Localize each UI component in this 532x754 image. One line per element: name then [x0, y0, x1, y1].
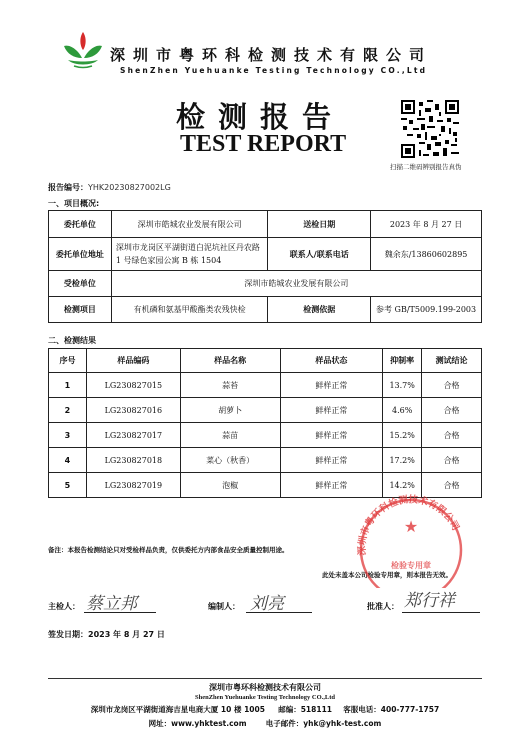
editor-label: 编制人：: [208, 602, 240, 611]
cell: 合格: [422, 373, 482, 398]
issue-date: [48, 629, 165, 640]
cell: 合格: [422, 398, 482, 423]
section2-heading: 二、检测结果: [48, 336, 96, 345]
footer-email[interactable]: yhk@yhk-test.com: [303, 719, 382, 728]
report-number-value: YHK20230827002LG: [88, 183, 171, 192]
company-logo: [60, 28, 106, 72]
editor-signature: 刘亮: [250, 594, 284, 614]
cell: 1: [49, 373, 87, 398]
cell: 4: [49, 448, 87, 473]
company-name-cn: 深圳市粤环科检测技术有限公司: [110, 46, 433, 64]
stamp-subtext: 检验专用章: [391, 561, 431, 570]
cell: 2: [49, 398, 87, 423]
results-table: [48, 348, 482, 498]
client-value: 深圳市皓城农业发展有限公司: [111, 211, 268, 238]
report-number-label: 报告编号：: [48, 183, 88, 192]
company-name-en: ShenZhen Yuehuanke Testing Technology CO.,Ltd: [120, 66, 428, 75]
remark-note: 备注：本报告检测结论只对受检样品负责，仅供委托方内部食品安全质量控制用途。: [48, 546, 289, 554]
footer-company-en: ShenZhen Yuehuanke Testing Technology CO.,Ltd: [194, 694, 336, 701]
footer-hotline: 400-777-1757: [380, 705, 440, 714]
cell: 鲜样正常: [280, 373, 383, 398]
footer-hotline-label: 客服电话：: [343, 705, 381, 714]
test-basis-label: 检测依据: [268, 297, 371, 323]
cell: 菜心（秋香）: [180, 448, 280, 473]
footer-divider: [48, 678, 482, 679]
cell: 14.2%: [383, 473, 422, 498]
official-stamp: [347, 492, 475, 588]
test-item-value: 有机磷和氨基甲酸酯类农残快检: [111, 297, 268, 323]
cell: LG230827019: [86, 473, 180, 498]
cell: 胡萝卜: [180, 398, 280, 423]
table-row: [49, 423, 482, 448]
issue-date-value: 2023 年 8 月 27 日: [88, 630, 165, 639]
cell: LG230827018: [86, 448, 180, 473]
footer-company-cn: 深圳市粤环科检测技术有限公司: [209, 683, 321, 692]
client-label: 委托单位: [49, 211, 112, 238]
col-header: 测试结论: [422, 349, 482, 373]
cell: LG230827015: [86, 373, 180, 398]
cell: 蒜苔: [180, 373, 280, 398]
col-header: 样品状态: [280, 349, 383, 373]
cell: 鲜样正常: [280, 423, 383, 448]
table-row: [49, 448, 482, 473]
cell: LG230827016: [86, 398, 180, 423]
test-basis-value: 参考 GB/T5009.199-2003: [371, 297, 482, 323]
test-item-label: 检测项目: [49, 297, 112, 323]
footer-zip: 518111: [300, 705, 333, 714]
col-header: 序号: [49, 349, 87, 373]
stamp-text: 深圳市粤环科检测技术有限公司: [356, 494, 461, 556]
inspected-unit-value: 深圳市皓城农业发展有限公司: [111, 271, 481, 297]
report-title-en: TEST REPORT: [180, 131, 347, 157]
approver-line: [402, 612, 480, 613]
cell: 17.2%: [383, 448, 422, 473]
footer-web-label: 网址：: [148, 719, 172, 728]
qr-caption: 扫描二维码辨别报告真伪: [390, 163, 462, 171]
project-overview-table: [48, 210, 482, 323]
approver-label: 批准人：: [367, 602, 399, 611]
inspector-line: [84, 612, 156, 613]
svg-text:★: ★: [403, 517, 419, 536]
cell: 合格: [422, 423, 482, 448]
cell: 蒜苗: [180, 423, 280, 448]
date-value: 2023 年 8 月 27 日: [371, 211, 482, 238]
results-header-row: [49, 349, 482, 373]
cell: 5: [49, 473, 87, 498]
editor-line: [246, 612, 312, 613]
contact-label: 联系人/联系电话: [268, 238, 371, 271]
footer-address: 深圳市龙岗区平湖街道海吉星电商大厦 10 楼 1005: [90, 705, 265, 714]
footer-zip-label: 邮编：: [278, 705, 301, 714]
col-header: 样品名称: [180, 349, 280, 373]
invalid-note: 此处未盖本公司检验专用章，则本报告无效。: [322, 571, 452, 579]
col-header: 抑制率: [383, 349, 422, 373]
cell: 鲜样正常: [280, 473, 383, 498]
cell: 鲜样正常: [280, 448, 383, 473]
inspected-unit-label: 受检单位: [49, 271, 112, 297]
inspector-label: 主检人：: [48, 602, 80, 611]
footer-address-line: [48, 704, 482, 715]
col-header: 样品编码: [86, 349, 180, 373]
table-row: [49, 398, 482, 423]
cell: 合格: [422, 473, 482, 498]
cell: 4.6%: [383, 398, 422, 423]
report-number: [48, 182, 171, 193]
cell: 15.2%: [383, 423, 422, 448]
cell: 13.7%: [383, 373, 422, 398]
cell: 泡椒: [180, 473, 280, 498]
footer-web[interactable]: www.yhktest.com: [171, 719, 247, 728]
section1-heading: 一、项目概况:: [48, 199, 100, 208]
cell: 鲜样正常: [280, 398, 383, 423]
cell: 3: [49, 423, 87, 448]
address-value: 深圳市龙岗区平湖街道白泥坑社区丹农路 1 号绿色家园公寓 B 栋 1504: [111, 238, 268, 271]
inspector-signature: 蔡立邦: [86, 594, 137, 614]
footer-email-label: 电子邮件：: [265, 719, 304, 728]
qr-code: [401, 100, 459, 158]
approver-signature: 郑行祥: [404, 591, 455, 611]
footer-contact-line: [48, 718, 482, 729]
issue-date-label: 签发日期：: [48, 630, 88, 639]
contact-value: 魏余东/13860602895: [371, 238, 482, 271]
date-label: 送检日期: [268, 211, 371, 238]
cell: 合格: [422, 448, 482, 473]
report-title-cn: 检测报告: [176, 100, 345, 134]
cell: LG230827017: [86, 423, 180, 448]
address-label: 委托单位地址: [49, 238, 112, 271]
table-row: [49, 373, 482, 398]
